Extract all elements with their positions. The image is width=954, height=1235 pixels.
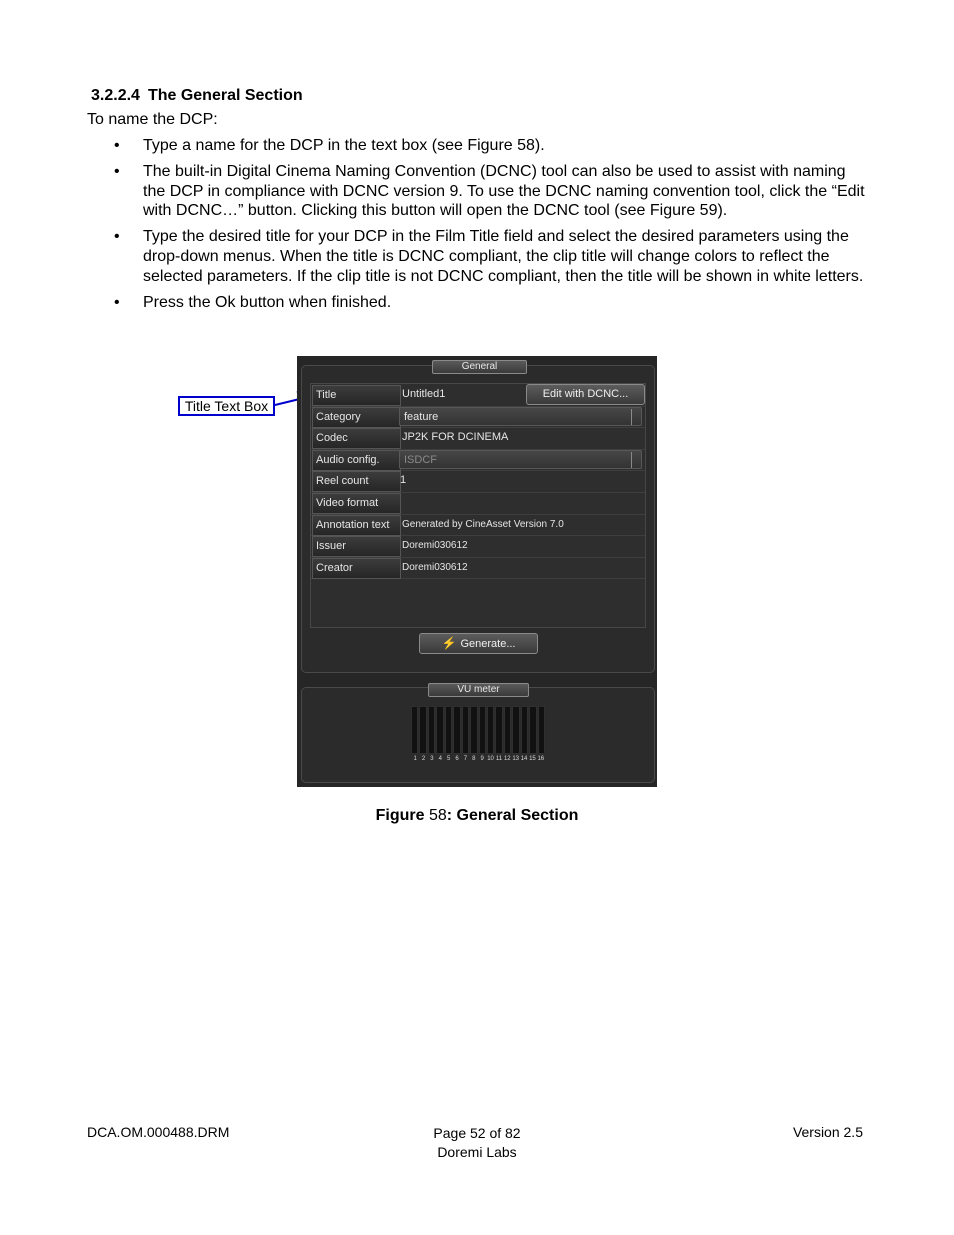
vu-channel-label: 14 <box>520 756 528 762</box>
vu-channel-label: 7 <box>463 756 468 762</box>
list-item: • Press the Ok button when finished. <box>114 293 392 311</box>
general-section-screenshot <box>297 356 657 787</box>
vu-channel-labels <box>411 756 545 762</box>
vu-channel-bar <box>462 706 469 754</box>
vu-channel-bar <box>495 706 502 754</box>
vu-channel-bar <box>538 706 545 754</box>
annotation-text-field[interactable]: Generated by CineAsset Version 7.0 <box>402 518 564 530</box>
property-row-title <box>311 384 645 407</box>
vu-channel-bar <box>445 706 452 754</box>
section-title: The General Section <box>147 87 303 104</box>
vu-meter-bars <box>411 706 545 754</box>
property-row-video-format <box>311 492 645 515</box>
vu-channel-bar <box>487 706 494 754</box>
bullet-glyph: • <box>114 137 120 154</box>
vu-channel-label: 5 <box>447 756 451 762</box>
property-label: Creator <box>312 558 401 579</box>
codec-value: JP2K FOR DCINEMA <box>402 431 509 444</box>
footer-doc-id: DCA.OM.000488.DRM <box>87 1124 230 1140</box>
vu-channel-label: 2 <box>421 756 426 762</box>
footer-version: Version 2.5 <box>792 1124 863 1140</box>
vu-channel-bar <box>470 706 477 754</box>
vu-channel-label: 13 <box>512 756 520 762</box>
vu-channel-bar <box>529 706 536 754</box>
edit-with-dcnc-button[interactable]: Edit with DCNC... <box>526 384 645 405</box>
footer-page-number: Page 52 of 82 <box>433 1125 521 1141</box>
section-number: 3.2.2.4 <box>91 87 140 104</box>
vu-meter-title: VU meter <box>428 683 529 697</box>
bullet-glyph: • <box>114 163 120 181</box>
instruction-list <box>87 136 867 319</box>
vu-channel-bar <box>479 706 486 754</box>
vu-channel-bar <box>436 706 443 754</box>
bullet-glyph: • <box>114 228 120 246</box>
footer-company: Doremi Labs <box>437 1144 517 1160</box>
vu-channel-label: 3 <box>430 756 434 762</box>
vu-channel-bar <box>504 706 511 754</box>
vu-channel-label: 12 <box>503 756 511 762</box>
property-row-category <box>311 406 645 429</box>
vu-channel-bar <box>411 706 418 754</box>
vu-channel-label: 4 <box>438 756 442 762</box>
lightning-icon: ⚡ <box>441 636 457 650</box>
property-label: Codec <box>312 428 401 449</box>
figure-caption: Figure 58: General Section <box>375 807 579 824</box>
vu-channel-label: 11 <box>495 756 503 762</box>
intro-text: To name the DCP: <box>87 111 218 128</box>
property-label: Audio config. <box>312 450 401 471</box>
property-row-codec <box>311 427 645 450</box>
general-group-title: General <box>432 360 527 374</box>
vu-channel-bar <box>512 706 519 754</box>
vu-channel-bar <box>419 706 426 754</box>
vu-channel-label: 10 <box>487 756 494 762</box>
vu-channel-label: 6 <box>455 756 459 762</box>
property-row-issuer <box>311 535 645 558</box>
generate-button[interactable]: ⚡ Generate... <box>419 633 538 654</box>
vu-channel-label: 8 <box>472 756 476 762</box>
vu-channel-label: 16 <box>537 756 545 762</box>
vu-channel-bar <box>428 706 435 754</box>
dropdown-separator <box>631 409 632 425</box>
vu-channel-label: 1 <box>413 756 417 762</box>
section-heading <box>91 87 303 105</box>
property-label: Reel count <box>312 471 401 492</box>
property-label: Annotation text <box>312 515 401 536</box>
property-row-creator <box>311 557 645 580</box>
property-label: Issuer <box>312 536 401 557</box>
bullet-glyph: • <box>114 293 120 311</box>
creator-field[interactable]: Doremi030612 <box>402 561 468 573</box>
vu-channel-label: 9 <box>480 756 484 762</box>
property-row-audio-config <box>311 449 645 472</box>
list-item: • Type the desired title for your DCP in the Film Title field and select the desired parameters using the drop-down menus. When the title is DCNC compliant, the clip title will change colors to reflect the selected parameters. If the clip title is not DCNC compliant, then the title will be shown in white letters. <box>114 228 864 285</box>
property-label: Category <box>312 407 401 428</box>
property-row-reel-count <box>311 470 645 493</box>
vu-channel-bar <box>521 706 528 754</box>
title-text-box[interactable]: Untitled1 <box>402 388 446 400</box>
issuer-field[interactable]: Doremi030612 <box>402 540 468 552</box>
list-item: • The built-in Digital Cinema Naming Convention (DCNC) tool can also be used to assist with naming the DCP in compliance with DCNC version 9. To use the DCNC naming convention tool, click the “Edit with DCNC…” button. Clicking this button will open the DCNC tool (see Figure 59). <box>114 163 865 220</box>
audio-config-dropdown[interactable]: ISDCF <box>399 450 642 469</box>
property-label: Title <box>312 385 401 406</box>
reel-count-field[interactable]: 1 <box>400 474 407 487</box>
property-label: Video format <box>312 493 401 514</box>
vu-channel-bar <box>453 706 460 754</box>
property-row-annotation <box>311 514 645 537</box>
vu-channel-label: 15 <box>529 756 536 762</box>
dropdown-separator <box>631 452 632 468</box>
category-dropdown[interactable]: feature <box>399 407 642 426</box>
list-item: • Type a name for the DCP in the text box (see Figure 58). <box>114 137 545 154</box>
title-text-box-callout: Title Text Box <box>178 396 275 416</box>
properties-grid <box>310 383 646 628</box>
